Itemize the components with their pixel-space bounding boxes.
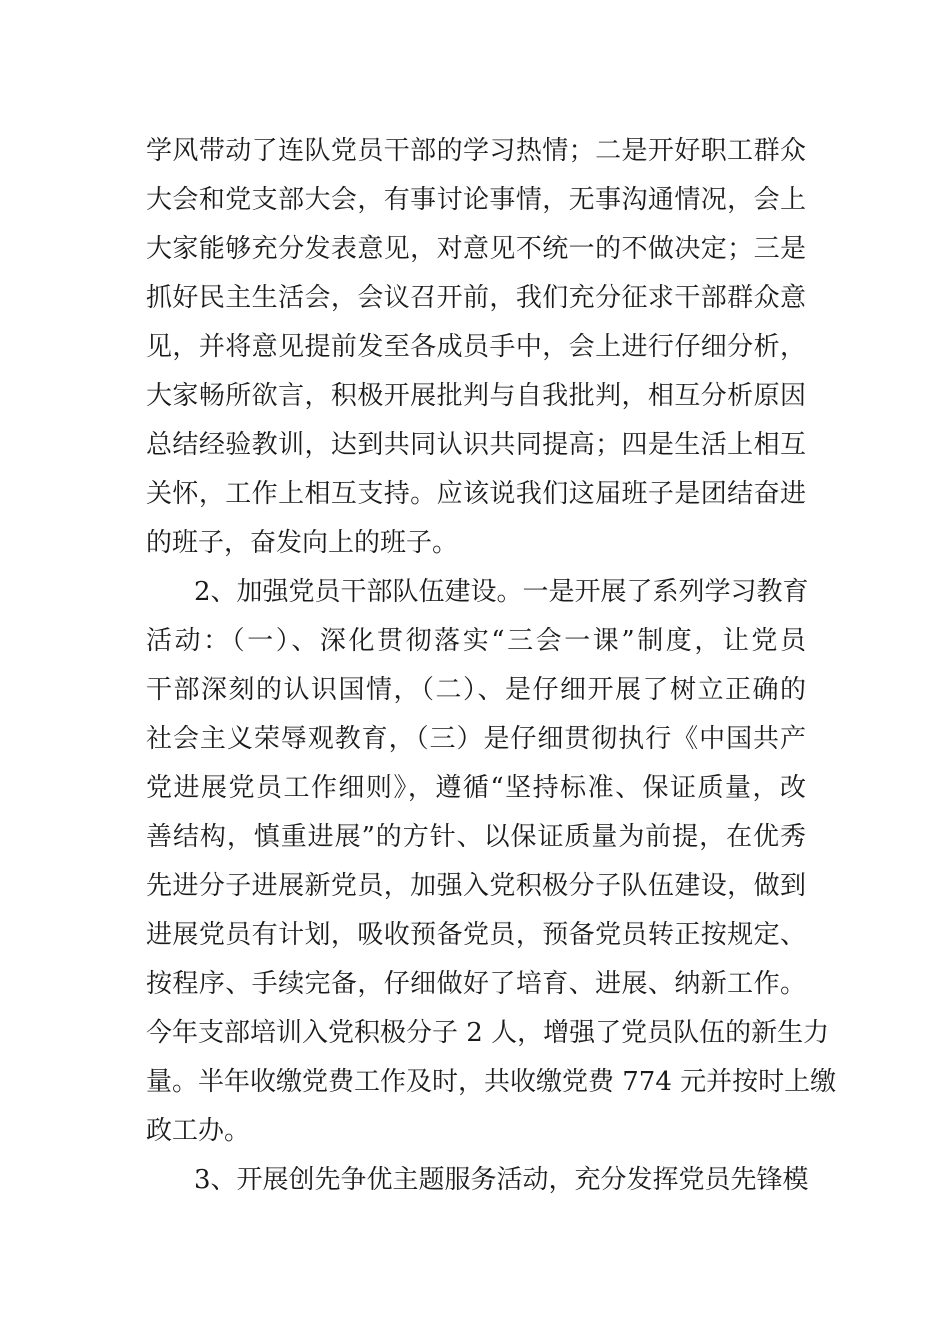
text-line: 大家畅所欲言，积极开展批判与自我批判，相互分析原因 xyxy=(146,381,806,411)
text-line: 关怀，工作上相互支持。应该说我们这届班子是团结奋进 xyxy=(146,479,806,509)
text-line: 的班子，奋发向上的班子。 xyxy=(146,528,459,558)
text-line: 干部深刻的认识国情，（二）、是仔细开展了树立正确的 xyxy=(146,675,806,705)
text-line: 学风带动了连队党员干部的学习热情；二是开好职工群众 xyxy=(146,136,806,166)
text-line: 大会和党支部大会，有事讨论事情，无事沟通情况，会上 xyxy=(146,185,806,215)
text-line: 活动：（一）、深化贯彻落实“三会一课”制度，让党员 xyxy=(146,626,806,656)
text-line: 按程序、手续完备，仔细做好了培育、进展、纳新工作。 xyxy=(146,969,806,999)
text-line: 量。半年收缴党费工作及时，共收缴党费 774 元并按时上缴 xyxy=(146,1067,837,1097)
document-body xyxy=(146,127,837,1205)
text-line: 政工办。 xyxy=(146,1116,251,1146)
text-line: 今年支部培训入党积极分子 2 人，增强了党员队伍的新生力 xyxy=(146,1018,830,1048)
text-line: 3、开展创先争优主题服务活动，充分发挥党员先锋模 xyxy=(194,1165,809,1195)
paragraph-1 xyxy=(146,127,806,568)
text-line: 总结经验教训，达到共同认识共同提高；四是生活上相互 xyxy=(146,430,806,460)
text-line: 先进分子进展新党员，加强入党积极分子队伍建设，做到 xyxy=(146,871,806,901)
paragraph-2 xyxy=(146,568,837,1156)
text-line: 党进展党员工作细则》，遵循“坚持标准、保证质量，改 xyxy=(146,773,806,803)
text-line: 社会主义荣辱观教育，（三）是仔细贯彻执行《中国共产 xyxy=(146,724,806,754)
text-line: 2、加强党员干部队伍建设。一是开展了系列学习教育 xyxy=(194,577,809,607)
text-line: 见，并将意见提前发至各成员手中，会上进行仔细分析， xyxy=(146,332,806,362)
text-line: 进展党员有计划，吸收预备党员，预备党员转正按规定、 xyxy=(146,920,806,950)
paragraph-3 xyxy=(146,1156,809,1205)
text-line: 抓好民主生活会，会议召开前，我们充分征求干部群众意 xyxy=(146,283,806,313)
text-line: 大家能够充分发表意见，对意见不统一的不做决定；三是 xyxy=(146,234,806,264)
text-line: 善结构，慎重进展”的方针、以保证质量为前提，在优秀 xyxy=(146,822,806,852)
